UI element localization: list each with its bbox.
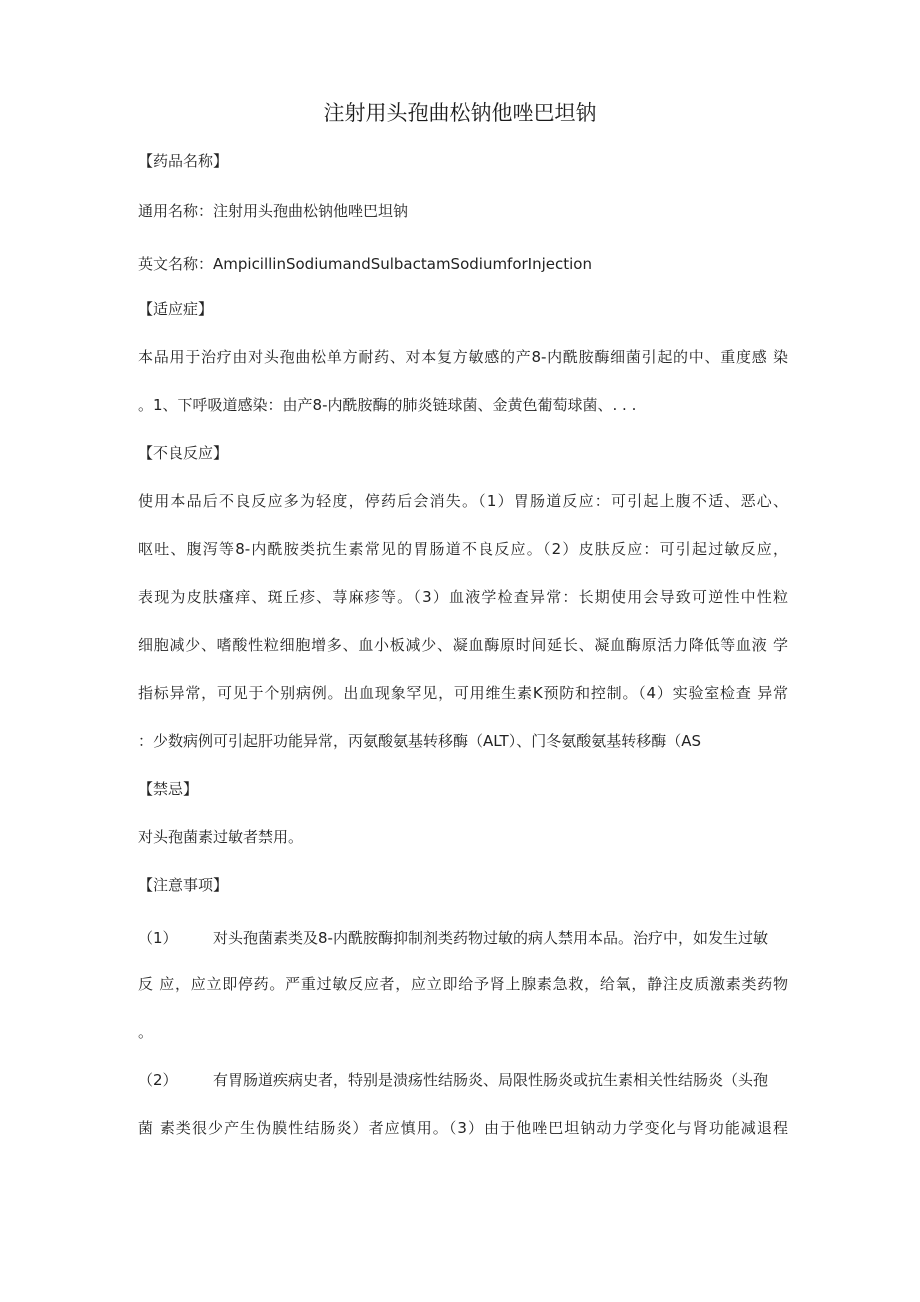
document-title: 注射用头孢曲松钠他唑巴坦钠	[323, 101, 597, 125]
indications-line: 。1、下呼吸道感染：由产8-内酰胺酶的肺炎链球菌、金黄色葡萄球菌、. . .	[138, 396, 637, 414]
adverse-line: 细胞减少、嗜酸性粒细胞增多、血小板减少、凝血酶原时间延长、凝血酶原活力降低等血液 学	[138, 636, 788, 654]
precaution-item-2	[138, 1069, 788, 1091]
precaution-line: 反 应，应立即停药。严重过敏反应者，应立即给予肾上腺素急救，给氧，静注皮质激素类药物	[138, 975, 788, 993]
adverse-line: 指标异常，可见于个别病例。出血现象罕见，可用维生素K预防和控制。（4）实验室检查 异常	[138, 684, 788, 702]
english-name: 英文名称：AmpicillinSodiumandSulbactamSodiumforInjection	[138, 255, 592, 273]
adverse-line: 表现为皮肤瘙痒、斑丘疹、荨麻疹等。（3）血液学检查异常：长期使用会导致可逆性中性粒	[138, 588, 788, 606]
precaution-text: 对头孢菌素类及8-内酰胺酶抑制剂类药物过敏的病人禁用本品。治疗中，如发生过敏	[213, 929, 768, 947]
precaution-item-1	[138, 927, 788, 949]
adverse-line: ：少数病例可引起肝功能异常，丙氨酸氨基转移酶（ALT）、门冬氨酸氨基转移酶（AS	[138, 732, 702, 750]
precaution-line: 菌 素类很少产生伪膜性结肠炎）者应慎用。（3）由于他唑巴坦钠动力学变化与肾功能减退程	[138, 1119, 788, 1137]
section-heading-contraindications: 【禁忌】	[138, 780, 199, 798]
precaution-number: （2）	[138, 1071, 178, 1089]
precaution-number: （1）	[138, 929, 178, 947]
precaution-line: 。	[138, 1023, 154, 1041]
contraindications-text: 对头孢菌素过敏者禁用。	[138, 828, 304, 846]
adverse-line: 使用本品后不良反应多为轻度，停药后会消失。（1）胃肠道反应：可引起上腹不适、恶心、	[138, 492, 788, 510]
section-heading-adverse: 【不良反应】	[138, 444, 229, 462]
precaution-text: 有胃肠道疾病史者，特别是溃疡性结肠炎、局限性肠炎或抗生素相关性结肠炎（头孢	[213, 1071, 769, 1089]
section-heading-precautions: 【注意事项】	[138, 876, 229, 894]
section-heading-indications: 【适应症】	[138, 300, 214, 318]
generic-name: 通用名称：注射用头孢曲松钠他唑巴坦钠	[138, 202, 409, 220]
indications-line: 本品用于治疗由对头孢曲松单方耐药、对本复方敏感的产8-内酰胺酶细菌引起的中、重度感 染	[138, 348, 788, 366]
adverse-line: 呕吐、腹泻等8-内酰胺类抗生素常见的胃肠道不良反应。（2）皮肤反应：可引起过敏反应，	[138, 540, 788, 558]
section-heading-drug-name: 【药品名称】	[138, 152, 229, 170]
